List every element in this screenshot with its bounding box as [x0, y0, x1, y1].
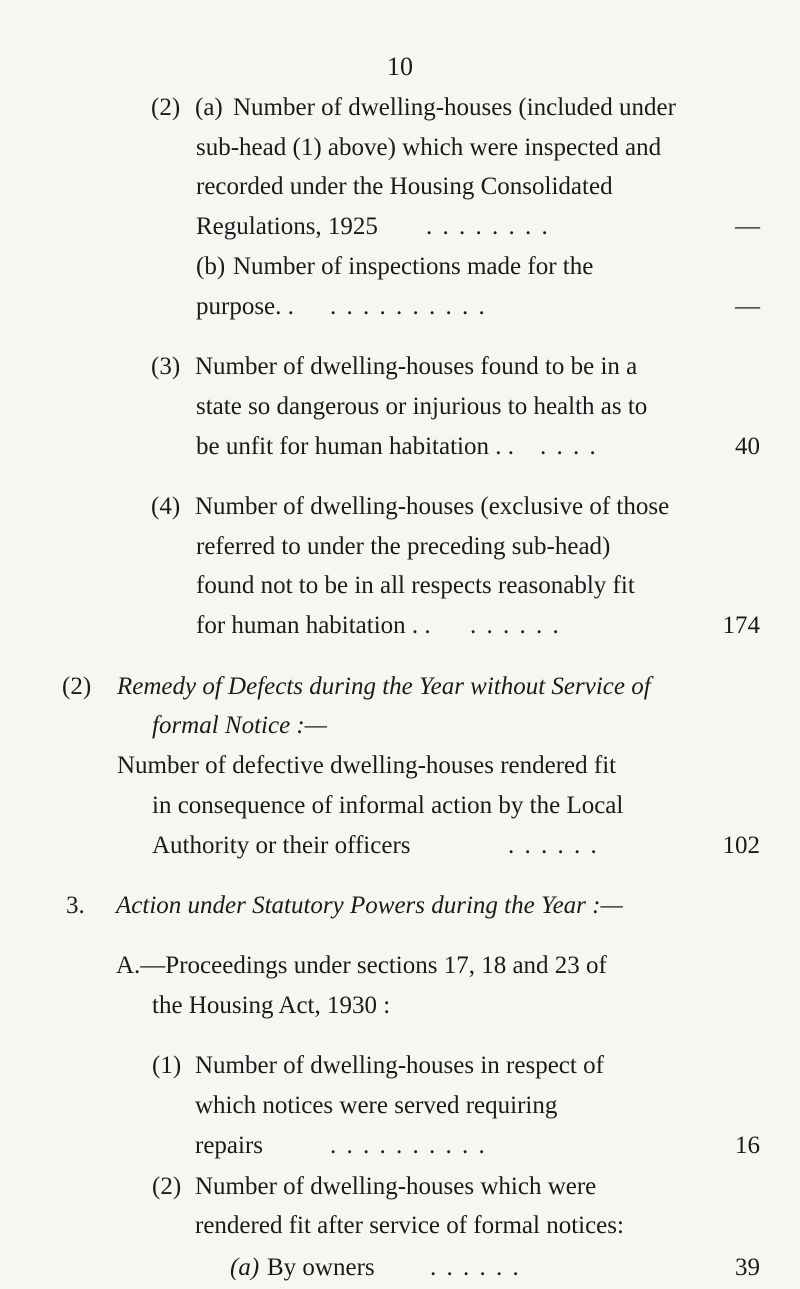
item-2a-line: Number of dwelling-houses (included under	[233, 94, 676, 121]
section-3-item-1-line: repairs	[195, 1132, 264, 1159]
section-3-item-1-line: which notices were served requiring	[195, 1092, 558, 1119]
item-2a-leader-dots: . . . . . . . .	[426, 213, 550, 240]
item-2-label: (2)	[151, 94, 181, 121]
item-4-leader-dots: . . . . . .	[470, 612, 561, 639]
section-2-heading-cont: formal Notice :—	[152, 712, 327, 739]
section-3-heading: Action under Statutory Powers during the Year :—	[116, 892, 623, 919]
section-3-item-1-line: Number of dwelling-houses in respect of	[195, 1052, 604, 1079]
section-2-line: Authority or their officers	[152, 832, 411, 859]
section-3-item-2-line: Number of dwelling-houses which were	[195, 1173, 597, 1200]
item-3-line: be unfit for human habitation . .	[196, 433, 514, 460]
item-2a-line: sub-head (1) above) which were inspected and	[196, 134, 662, 161]
section-3-item-2-line: rendered fit after service of formal notices:	[195, 1212, 624, 1239]
item-2b-value: —	[735, 293, 760, 320]
section-2-value: 102	[722, 832, 760, 859]
owners-sublabel: (a)	[230, 1254, 260, 1281]
item-3-line: state so dangerous or injurious to health as to	[196, 393, 648, 420]
item-2b-line: Number of inspections made for the	[233, 253, 594, 280]
item-3-line: Number of dwelling-houses found to be in a	[195, 353, 638, 380]
item-4-line: referred to under the preceding sub-head)	[196, 533, 611, 560]
section-2-line: Number of defective dwelling-houses rendered fit	[117, 752, 617, 779]
item-2a-line: Regulations, 1925	[196, 213, 378, 240]
item-4-value: 174	[722, 612, 760, 639]
item-2a-value: —	[735, 213, 760, 240]
item-3-leader-dots: . . . .	[540, 433, 598, 460]
item-4-line: found not to be in all respects reasonably fit	[196, 572, 635, 599]
section-2-label: (2)	[62, 673, 92, 700]
item-2b-sublabel: (b)	[196, 253, 226, 280]
section-3-item-1-value: 16	[735, 1132, 760, 1159]
owners-value: 39	[735, 1254, 760, 1281]
item-2b-line: purpose. .	[196, 293, 294, 320]
item-4-line: Number of dwelling-houses (exclusive of those	[195, 493, 670, 520]
section-3a-line: A.—Proceedings under sections 17, 18 and 23 of	[116, 952, 607, 979]
owners-leader-dots: . . . . . .	[430, 1254, 521, 1281]
section-2-leader-dots: . . . . . .	[508, 832, 599, 859]
item-4-label: (4)	[151, 493, 181, 520]
item-2b-leader-dots: . . . . . . . . . .	[330, 293, 487, 320]
section-3a-line: the Housing Act, 1930 :	[152, 992, 391, 1019]
section-2-line: in consequence of informal action by the Local	[152, 792, 624, 819]
item-2a-sublabel: (a)	[195, 94, 223, 121]
item-2a-line: recorded under the Housing Consolidated	[196, 173, 613, 200]
item-3-label: (3)	[151, 353, 181, 380]
page-number: 10	[387, 52, 413, 81]
section-3-label: 3.	[66, 892, 85, 919]
item-4-line: for human habitation . .	[196, 612, 431, 639]
owners-text: By owners	[267, 1254, 375, 1281]
section-3-item-2-label: (2)	[152, 1173, 182, 1200]
section-3-item-1-leader-dots: . . . . . . . . . .	[330, 1132, 487, 1159]
item-3-value: 40	[735, 433, 760, 460]
section-3-item-1-label: (1)	[152, 1052, 182, 1079]
section-2-heading: Remedy of Defects during the Year without Service of	[117, 673, 651, 700]
